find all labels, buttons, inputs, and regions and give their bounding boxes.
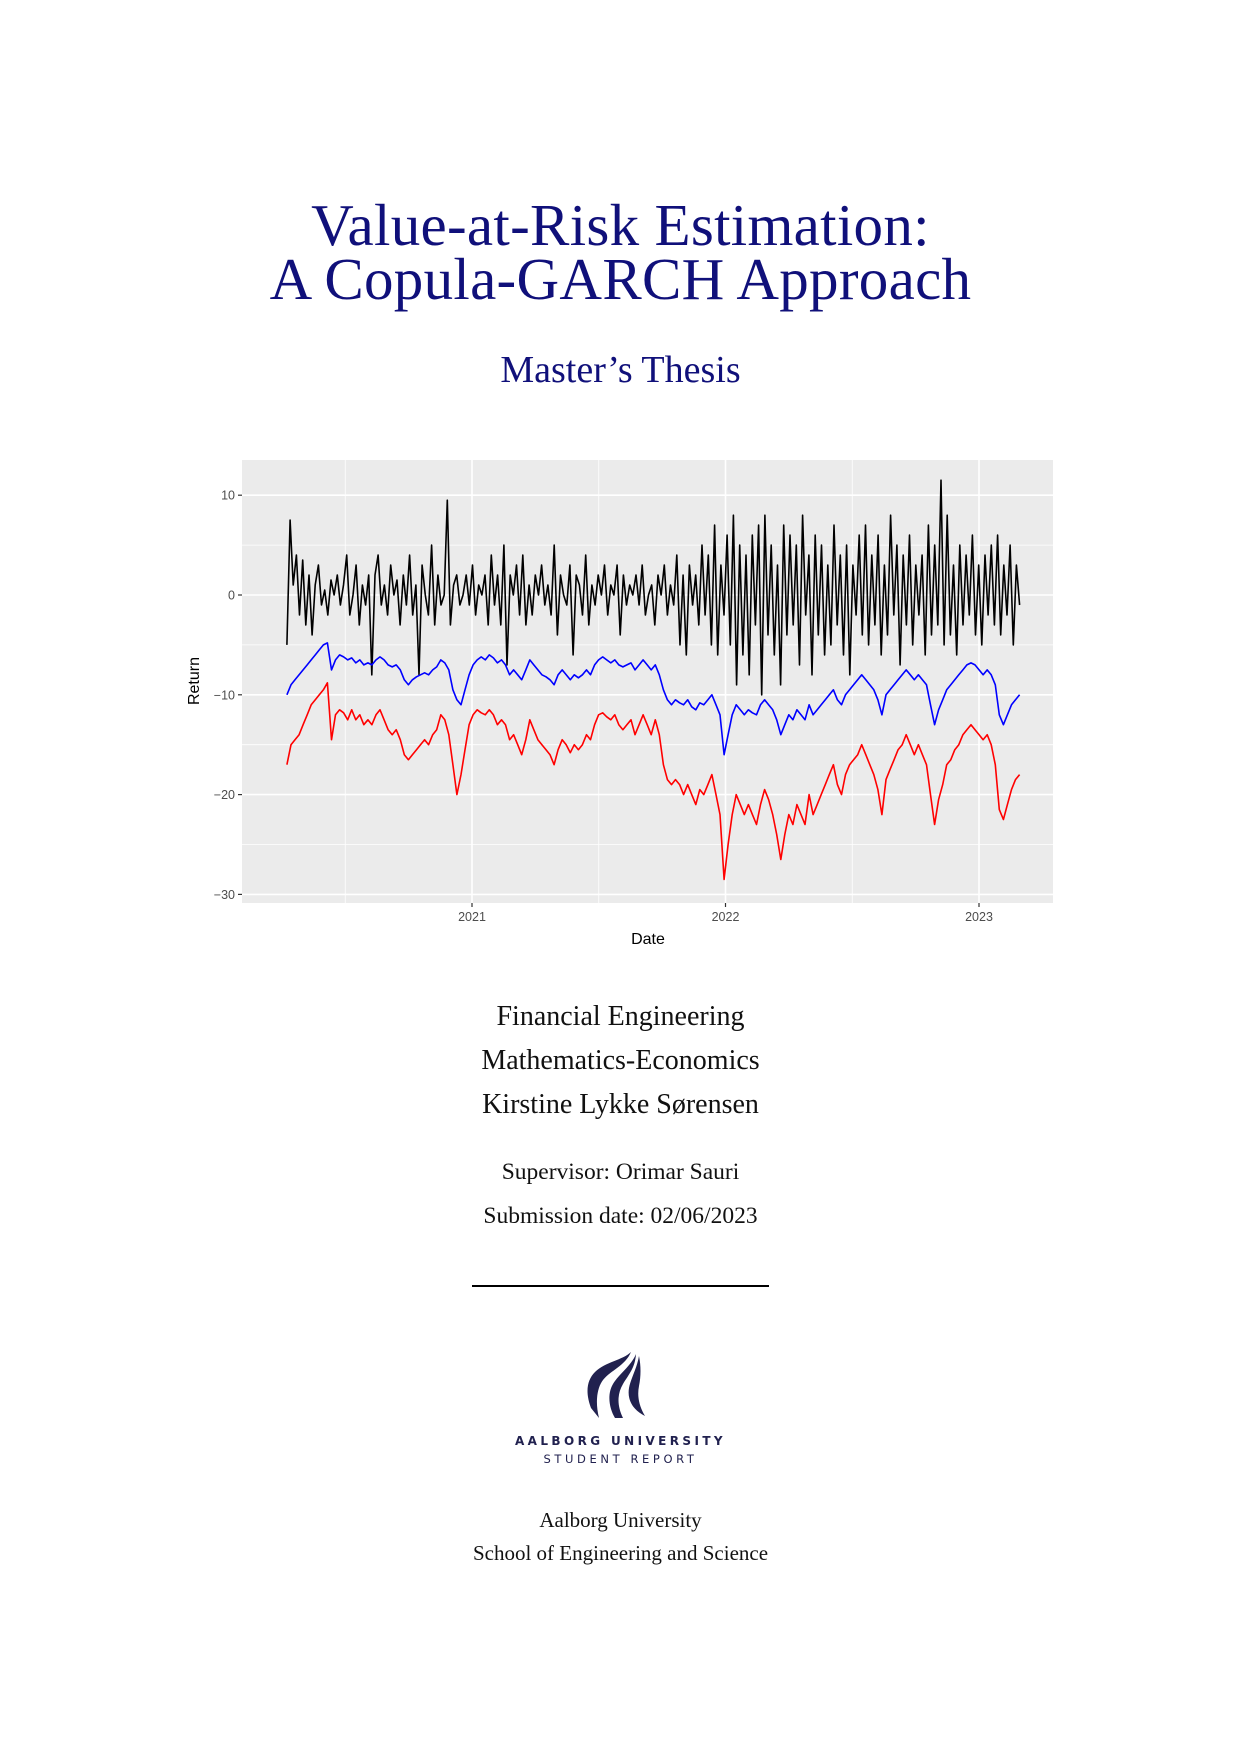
title-line-2: A Copula-GARCH Approach	[269, 246, 972, 312]
author: Kirstine Lykke Sørensen	[482, 1089, 759, 1120]
y-tick-label: −20	[213, 788, 235, 803]
x-tick-label: 2021	[458, 910, 486, 924]
aau-logo-icon	[583, 1352, 658, 1424]
specialization: Mathematics-Economics	[481, 1045, 760, 1076]
logo-tagline: STUDENT REPORT	[543, 1452, 698, 1466]
y-axis-label: Return	[186, 656, 203, 706]
chart-svg	[160, 440, 1080, 960]
footer-block	[0, 1504, 1241, 1570]
chart-panel	[242, 460, 1053, 903]
logo-university-name: AALBORG UNIVERSITY	[515, 1434, 726, 1448]
document-title	[0, 192, 1241, 312]
title-line-1: Value-at-Risk Estimation:	[311, 192, 930, 258]
meta-block	[0, 1150, 1241, 1238]
y-tick-label: −30	[213, 887, 235, 902]
document-subtitle: Master’s Thesis	[500, 349, 741, 391]
y-tick-label: −10	[213, 688, 235, 703]
footer-school: School of Engineering and Science	[472, 1541, 769, 1565]
var-chart	[160, 440, 1080, 964]
x-axis-label: Date	[631, 931, 665, 948]
y-tick-label: 0	[228, 588, 235, 603]
program: Financial Engineering	[496, 1001, 745, 1032]
info-block	[0, 995, 1241, 1127]
divider	[472, 1285, 769, 1287]
x-tick-label: 2023	[965, 910, 993, 924]
footer-university: Aalborg University	[539, 1508, 702, 1532]
supervisor: Supervisor: Orimar Sauri	[501, 1159, 740, 1185]
submission-date: Submission date: 02/06/2023	[483, 1203, 758, 1229]
y-tick-label: 10	[221, 488, 235, 503]
x-tick-label: 2022	[711, 910, 740, 924]
